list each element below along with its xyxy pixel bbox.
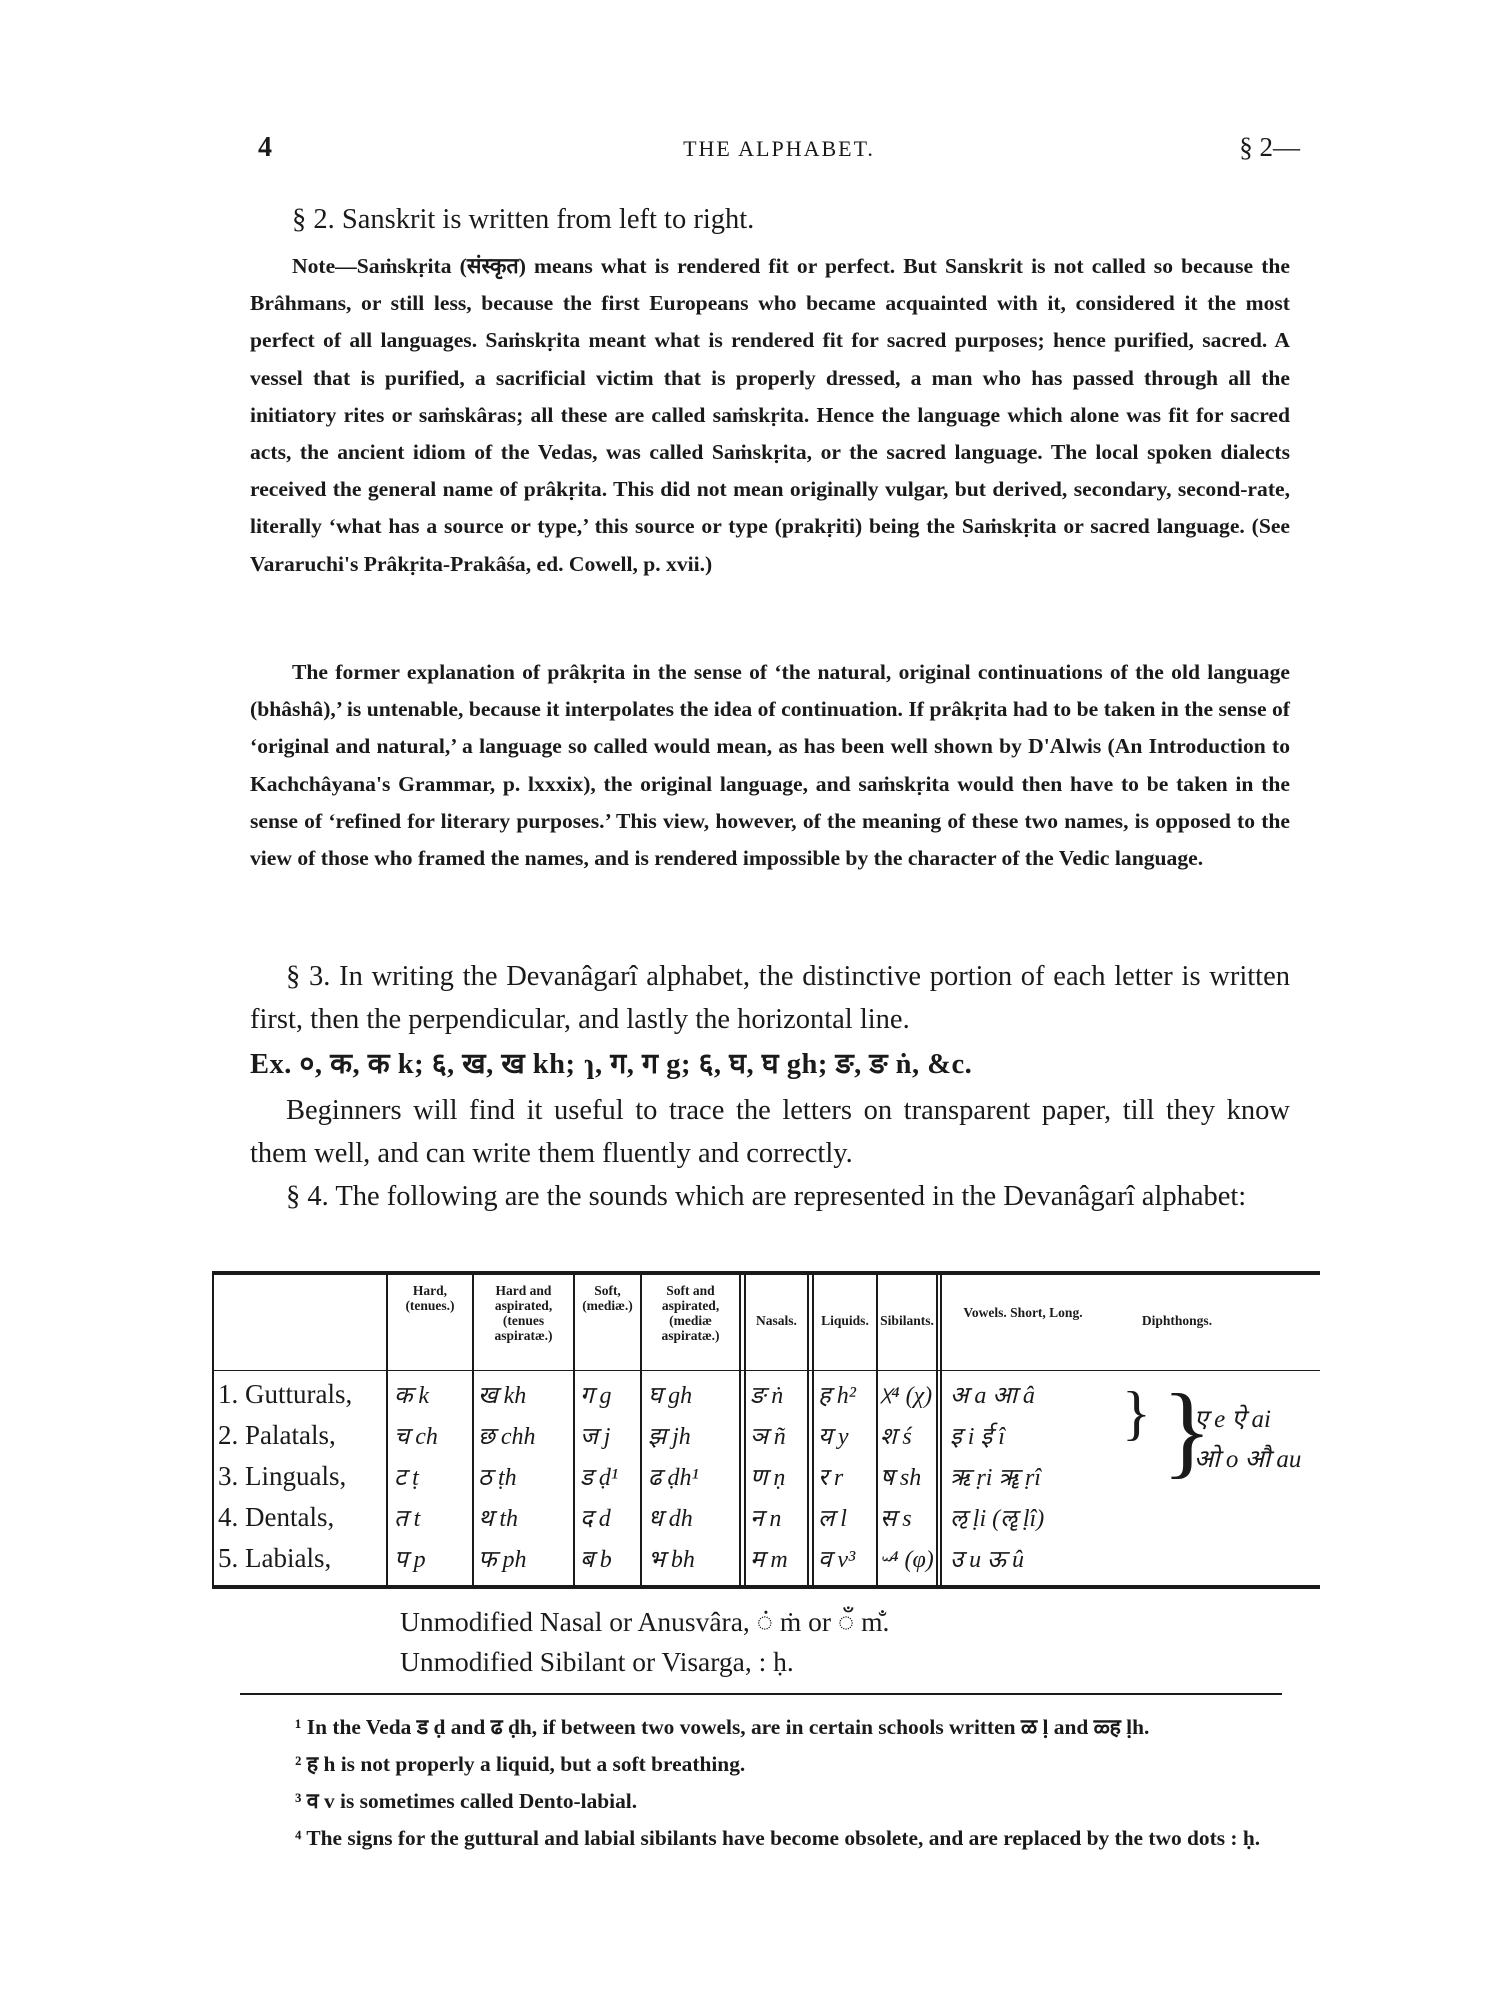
table-cell-vowels: उ u ऊ û [950, 1547, 1024, 1573]
footnote-2: ² ह h is not properly a liquid, but a soft breathing. [295, 1752, 746, 1776]
header-nasals: Nasals. [756, 1313, 797, 1328]
section-4-text: § 4. The following are the sounds which are represented in the Devanâgarî alphabet: [286, 1181, 1247, 1212]
table-cell-soft: ब b [580, 1547, 612, 1573]
visarga-line: Unmodified Sibilant or Visarga, : ḥ. [400, 1646, 794, 1677]
table-cell-hard-asp: ठ ṭh [478, 1465, 517, 1491]
table-border-left [212, 1271, 214, 1589]
table-cell-liquid: व v³ [818, 1547, 856, 1573]
table-cell-hard: च ch [394, 1424, 438, 1450]
table-cell-soft: ज j [580, 1424, 611, 1450]
page-number: 4 [258, 132, 272, 163]
table-bottom-rule [212, 1585, 1320, 1589]
column-divider [573, 1271, 575, 1589]
table-cell-soft-asp: भ bh [648, 1547, 695, 1573]
alphabet-table [212, 1271, 1320, 1589]
table-cell-soft: ड ḍ¹ [580, 1465, 619, 1491]
row-label: 1. Gutturals, [218, 1379, 353, 1409]
table-cell-hard-asp: थ th [478, 1506, 519, 1532]
table-cell-soft-asp: ध dh [648, 1506, 693, 1532]
table-cell-nasal: ञ ñ [750, 1424, 786, 1450]
table-cell-hard-asp: फ ph [478, 1547, 527, 1573]
column-divider [936, 1271, 938, 1589]
table-cell-sibilant: ष sh [880, 1465, 922, 1491]
table-header-rule [212, 1370, 1320, 1371]
table-cell-vowels: ऌ ḷi (ॡ ḷî) [950, 1506, 1045, 1532]
header-sibilants: Sibilants. [880, 1313, 934, 1328]
footnotes [235, 1709, 1287, 1857]
table-cell-sibilant: ᳶ⁴ (φ) [880, 1547, 934, 1573]
header-vowels: Vowels. Short, Long. [963, 1305, 1083, 1320]
table-cell-hard: क k [394, 1383, 430, 1409]
unmodified-notes [400, 1602, 889, 1682]
running-title: THE ALPHABET. [683, 136, 875, 161]
footnote-1: ¹ In the Veda ड ḍ and ढ ḍh, if between two vowels, are in certain schools written ळ ḷ and ळ्ह ḷh. [295, 1715, 1150, 1739]
table-top-rule [212, 1271, 1320, 1275]
table-cell-nasal: ङ ṅ [750, 1383, 784, 1409]
table-cell-liquid: ह h² [818, 1383, 856, 1409]
section-marker: § 2— [1239, 132, 1300, 162]
diphthong-e-ai: ए e ऐ ai [1194, 1406, 1271, 1433]
table-cell-soft: ग g [580, 1383, 612, 1409]
beginners-paragraph: Beginners will find it useful to trace the letters on transparent paper, till they know them well, and can write them fluently and correctly. [250, 1095, 1290, 1169]
table-cell-sibilant: ᳵ⁴ (χ) [880, 1383, 933, 1409]
note-paragraph: Note—Saṁskṛita (संस्कृत) means what is rendered fit or perfect. But Sanskrit is not called so because the Brâhmans, or still less, because the first Europeans who became acquainted with it, considered it the most perfect of all languages. Saṁskṛita meant what is rendered fit for sacred purposes; hence purified, sacred. A vessel that is purified, a sacrificial victim that is properly dressed, a man who has passed through all the initiatory rites or saṁskâras; all these are called saṁskṛita. Hence the language which alone was fit for sacred acts, the ancient idiom of the Vedas, was called Saṁskṛita, or the sacred language. The local spoken dialects received the general name of prâkṛita. This did not mean originally vulgar, but derived, secondary, second-rate, literally ‘what has a source or type,’ this source or type (prakṛiti) being the Saṁskṛita or sacred language. (See Vararuchi's Prâkṛita-Prakâśa, ed. Cowell, p. xvii.) [250, 254, 1290, 576]
footnote-4: ⁴ The signs for the guttural and labial sibilants have become obsolete, and are replaced by the two dots : ḥ. [295, 1826, 1261, 1850]
table-cell-liquid: य y [818, 1424, 849, 1450]
header-liquids: Liquids. [821, 1313, 869, 1328]
table-cell-soft: द d [580, 1506, 611, 1532]
vowel-brace: } [1122, 1380, 1151, 1446]
table-cell-vowels: ऋ ṛi ॠ ṛî [950, 1465, 1041, 1491]
footnote-3: ³ व v is sometimes called Dento-labial. [295, 1789, 638, 1813]
note-paragraph-2: The former explanation of prâkṛita in the sense of ‘the natural, original continuations of the old language (bhâshâ),’ is untenable, because it interpolates the idea of continuation. If prâkṛita had to be taken in the sense of ‘original and natural,’ a language so called would mean, as has been well shown by D'Alwis (An Introduction to Kachchâyana's Grammar, p. lxxxix), the original language, and saṁskṛita would then have to be taken in the sense of ‘refined for literary purposes.’ This view, however, of the meaning of these two names, is opposed to the view of those who framed the names, and is rendered impossible by the character of the Vedic language. [250, 660, 1290, 871]
header-hard-aspirated: Hard and aspirated, (tenues aspiratæ.) [494, 1283, 553, 1343]
header-diphthongs: Diphthongs. [1141, 1313, 1213, 1328]
row-label: 2. Palatals, [218, 1420, 336, 1450]
anusvara-line: Unmodified Nasal or Anusvâra, ं ṁ or ँ m̐. [400, 1606, 890, 1637]
table-cell-hard: ट ṭ [394, 1465, 419, 1491]
table-cell-soft-asp: घ gh [648, 1383, 693, 1409]
row-label: 3. Linguals, [218, 1461, 347, 1491]
section-3-example: Ex. ०, क, क k; ६, ख, ख kh; ɿ, ग, ग g; ६, घ, घ gh; ङ, ङ ṅ, &c. [250, 1049, 973, 1080]
table-cell-vowels: अ a आ â [950, 1383, 1035, 1409]
header-soft: Soft, (mediæ.) [582, 1283, 633, 1313]
row-label: 5. Labials, [218, 1543, 332, 1573]
diphthong-brace: } [1162, 1373, 1212, 1488]
header-hard: Hard, (tenues.) [405, 1283, 455, 1313]
column-divider [386, 1271, 388, 1589]
header-soft-aspirated: Soft and aspirated, (mediæ aspiratæ.) [661, 1283, 720, 1343]
section-3-text: § 3. In writing the Devanâgarî alphabet, the distinctive portion of each letter is written first, then the perpendicular, and lastly the horizontal line. [250, 961, 1290, 1035]
table-cell-sibilant: श ś [880, 1424, 912, 1450]
row-label: 4. Dentals, [218, 1502, 335, 1532]
table-cell-vowels: इ i ई î [950, 1424, 1005, 1450]
diphthong-o-au: ओ o औ au [1194, 1446, 1302, 1473]
table-cell-hard: प p [394, 1547, 426, 1573]
table-cell-hard: त t [394, 1506, 421, 1532]
table-cell-hard-asp: ख kh [478, 1383, 527, 1409]
column-divider [807, 1271, 809, 1589]
table-cell-soft-asp: ढ ḍh¹ [648, 1465, 699, 1491]
page-header [258, 132, 1300, 172]
footnote-rule [240, 1693, 1282, 1695]
table-cell-soft-asp: झ jh [648, 1424, 691, 1450]
column-divider [940, 1271, 942, 1589]
section-2-text: § 2. Sanskrit is written from left to right. [292, 204, 755, 235]
table-cell-nasal: ण ṇ [750, 1465, 786, 1491]
table-cell-nasal: न n [750, 1506, 782, 1532]
table-cell-nasal: म m [750, 1547, 788, 1573]
table-cell-liquid: र r [818, 1465, 844, 1491]
table-cell-liquid: ल l [818, 1506, 847, 1532]
column-divider [739, 1271, 741, 1589]
table-cell-sibilant: स s [880, 1506, 912, 1532]
table-cell-hard-asp: छ chh [478, 1424, 536, 1450]
